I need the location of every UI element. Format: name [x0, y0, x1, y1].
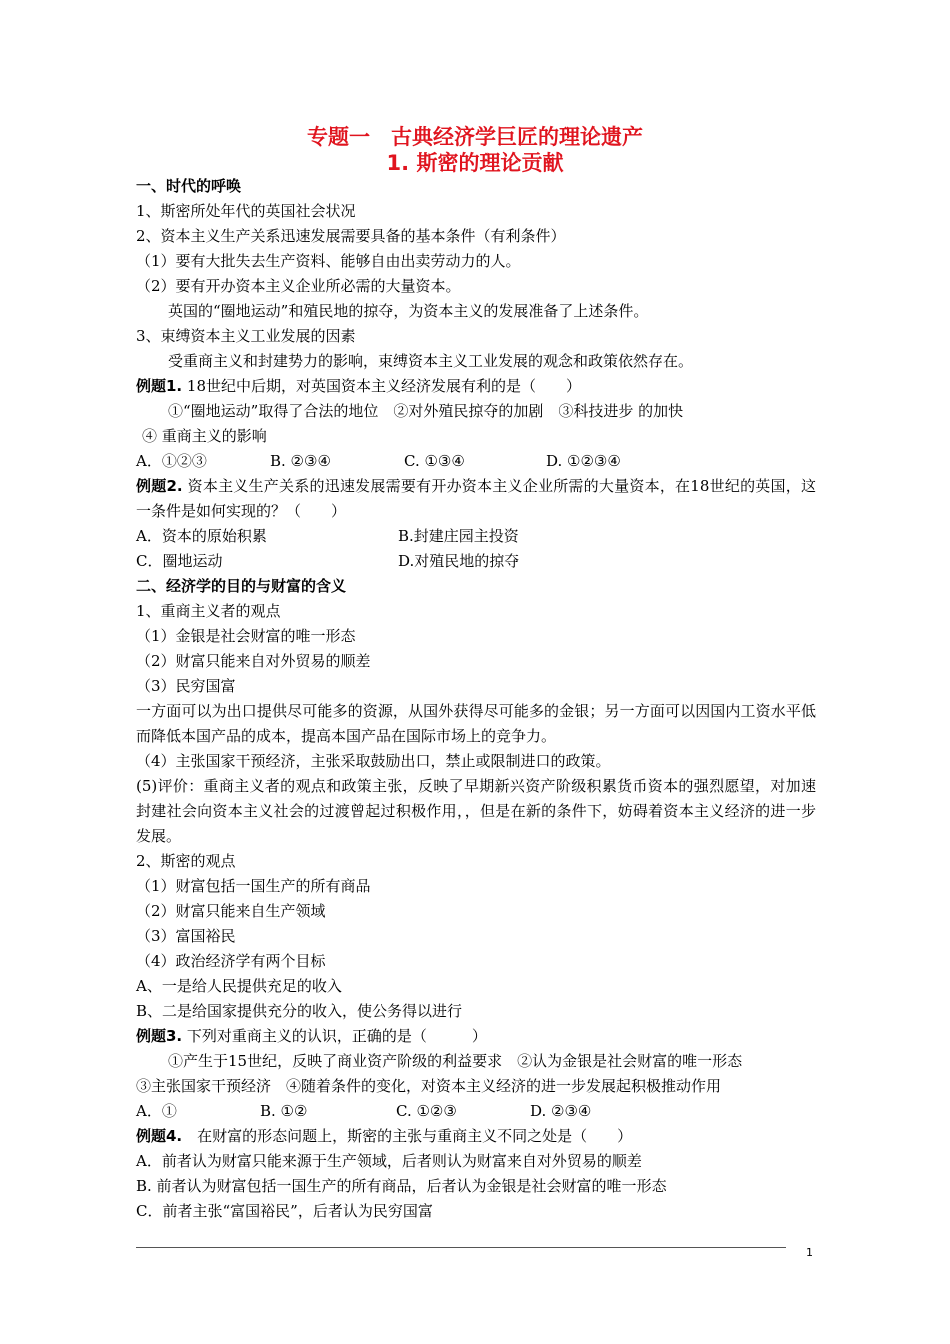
example-4-question [136, 1124, 816, 1149]
choice-c: C. ①③④ [404, 452, 465, 470]
choice-d: D. ②③④ [530, 1102, 592, 1120]
choice-d: D. ①②③④ [546, 452, 621, 470]
choice-b: B. ②③④ [270, 452, 331, 470]
choice-b: B.封建庄园主投资 [398, 527, 519, 545]
paragraph: A、一是给人民提供充足的收入 [136, 977, 342, 995]
section-heading-1: 一、时代的呼唤 [136, 177, 242, 195]
paragraph: （2）要有开办资本主义企业所必需的大量资本。 [136, 277, 461, 295]
paragraph: 3、束缚资本主义工业发展的因素 [136, 327, 356, 345]
paragraph: （4）政治经济学有两个目标 [136, 952, 326, 970]
choice-a: A．①②③ [136, 452, 207, 470]
example-3-options: ①产生于15世纪，反映了商业资产阶级的利益要求 ②认为金银是社会财富的唯一形态 [168, 1052, 743, 1070]
choice-a: A．资本的原始积累 [136, 527, 267, 545]
paragraph: （1）金银是社会财富的唯一形态 [136, 627, 356, 645]
example-label: 例题1. [136, 377, 183, 395]
document-subtitle: 1. 斯密的理论贡献 [386, 151, 564, 175]
paragraph: 1、斯密所处年代的英国社会状况 [136, 202, 356, 220]
paragraph: （3）富国裕民 [136, 927, 236, 945]
document-body [136, 174, 816, 1224]
example-2-choices [136, 524, 816, 549]
paragraph: （1）财富包括一国生产的所有商品 [136, 877, 371, 895]
example-1-options: ①“圈地运动”取得了合法的地位 ②对外殖民掠夺的加剧 ③科技进步 的加快 [168, 402, 684, 420]
paragraph: 英国的“圈地运动”和殖民地的掠夺，为资本主义的发展准备了上述条件。 [168, 302, 649, 320]
example-label: 例题4. [136, 1127, 183, 1145]
choice-b: B. ①② [260, 1102, 308, 1120]
choice-b: B. 前者认为财富包括一国生产的所有商品，后者认为金银是社会财富的唯一形态 [136, 1177, 667, 1195]
footer-divider [136, 1247, 786, 1248]
example-label: 例题2. [136, 477, 183, 495]
paragraph: 1、重商主义者的观点 [136, 602, 281, 620]
paragraph: 2、斯密的观点 [136, 852, 236, 870]
example-1-choices [136, 449, 816, 474]
paragraph: （3）民穷国富 [136, 677, 236, 695]
example-1-options: ④ 重商主义的影响 [142, 427, 267, 445]
choice-c: C．圈地运动 [136, 552, 223, 570]
paragraph: 2、资本主义生产关系迅速发展需要具备的基本条件（有利条件） [136, 227, 566, 245]
paragraph: (5)评价：重商主义者的观点和政策主张，反映了早期新兴资产阶级积累货币资本的强烈愿望，对加速封建社会向资本主义社会的过渡曾起过积极作用，，但是在新的条件下，妨碍着资本主义经济的进一步发展。 [136, 777, 816, 845]
example-2-choices [136, 549, 816, 574]
choice-c: C．前者主张“富国裕民”，后者认为民穷国富 [136, 1202, 433, 1220]
example-1-question [136, 374, 816, 399]
choice-a: A．前者认为财富只能来源于生产领域，后者则认为财富来自对外贸易的顺差 [136, 1152, 642, 1170]
example-3-options: ③主张国家干预经济 ④随着条件的变化，对资本主义经济的进一步发展起积极推动作用 [136, 1077, 722, 1095]
paragraph: （1）要有大批失去生产资料、能够自由出卖劳动力的人。 [136, 252, 521, 270]
choice-c: C. ①②③ [396, 1102, 457, 1120]
document-title: 专题一 古典经济学巨匠的理论遗产 [307, 125, 643, 149]
paragraph: 受重商主义和封建势力的影响，束缚资本主义工业发展的观念和政策依然存在。 [168, 352, 694, 370]
example-label: 例题3. [136, 1027, 183, 1045]
paragraph: （2）财富只能来自生产领域 [136, 902, 326, 920]
example-3-choices [136, 1099, 816, 1124]
example-text: 在财富的形态问题上，斯密的主张与重商主义不同之处是（ ） [182, 1127, 633, 1145]
example-3-question [136, 1024, 816, 1049]
paragraph: （4）主张国家干预经济，主张采取鼓励出口，禁止或限制进口的政策。 [136, 752, 611, 770]
choice-d: D.对殖民地的掠夺 [398, 552, 520, 570]
paragraph: （2）财富只能来自对外贸易的顺差 [136, 652, 371, 670]
example-text: 资本主义生产关系的迅速发展需要有开办资本主义企业所需的大量资本，在18世纪的英国，这一条件是如何实现的？（ ） [136, 477, 817, 520]
paragraph: 一方面可以为出口提供尽可能多的资源，从国外获得尽可能多的金银；另一方面可以因国内工资水平低而降低本国产品的成本，提高本国产品在国际市场上的竞争力。 [136, 702, 816, 745]
example-text: 18世纪中后期，对英国资本主义经济发展有利的是（ ） [182, 377, 581, 395]
section-heading-2: 二、经济学的目的与财富的含义 [136, 577, 347, 595]
paragraph: B、二是给国家提供充分的收入，使公务得以进行 [136, 1002, 463, 1020]
choice-a: A．① [136, 1102, 177, 1120]
page-number: 1 [806, 1246, 813, 1259]
example-text: 下列对重商主义的认识，正确的是（ ） [182, 1027, 487, 1045]
example-2-question [136, 474, 816, 524]
